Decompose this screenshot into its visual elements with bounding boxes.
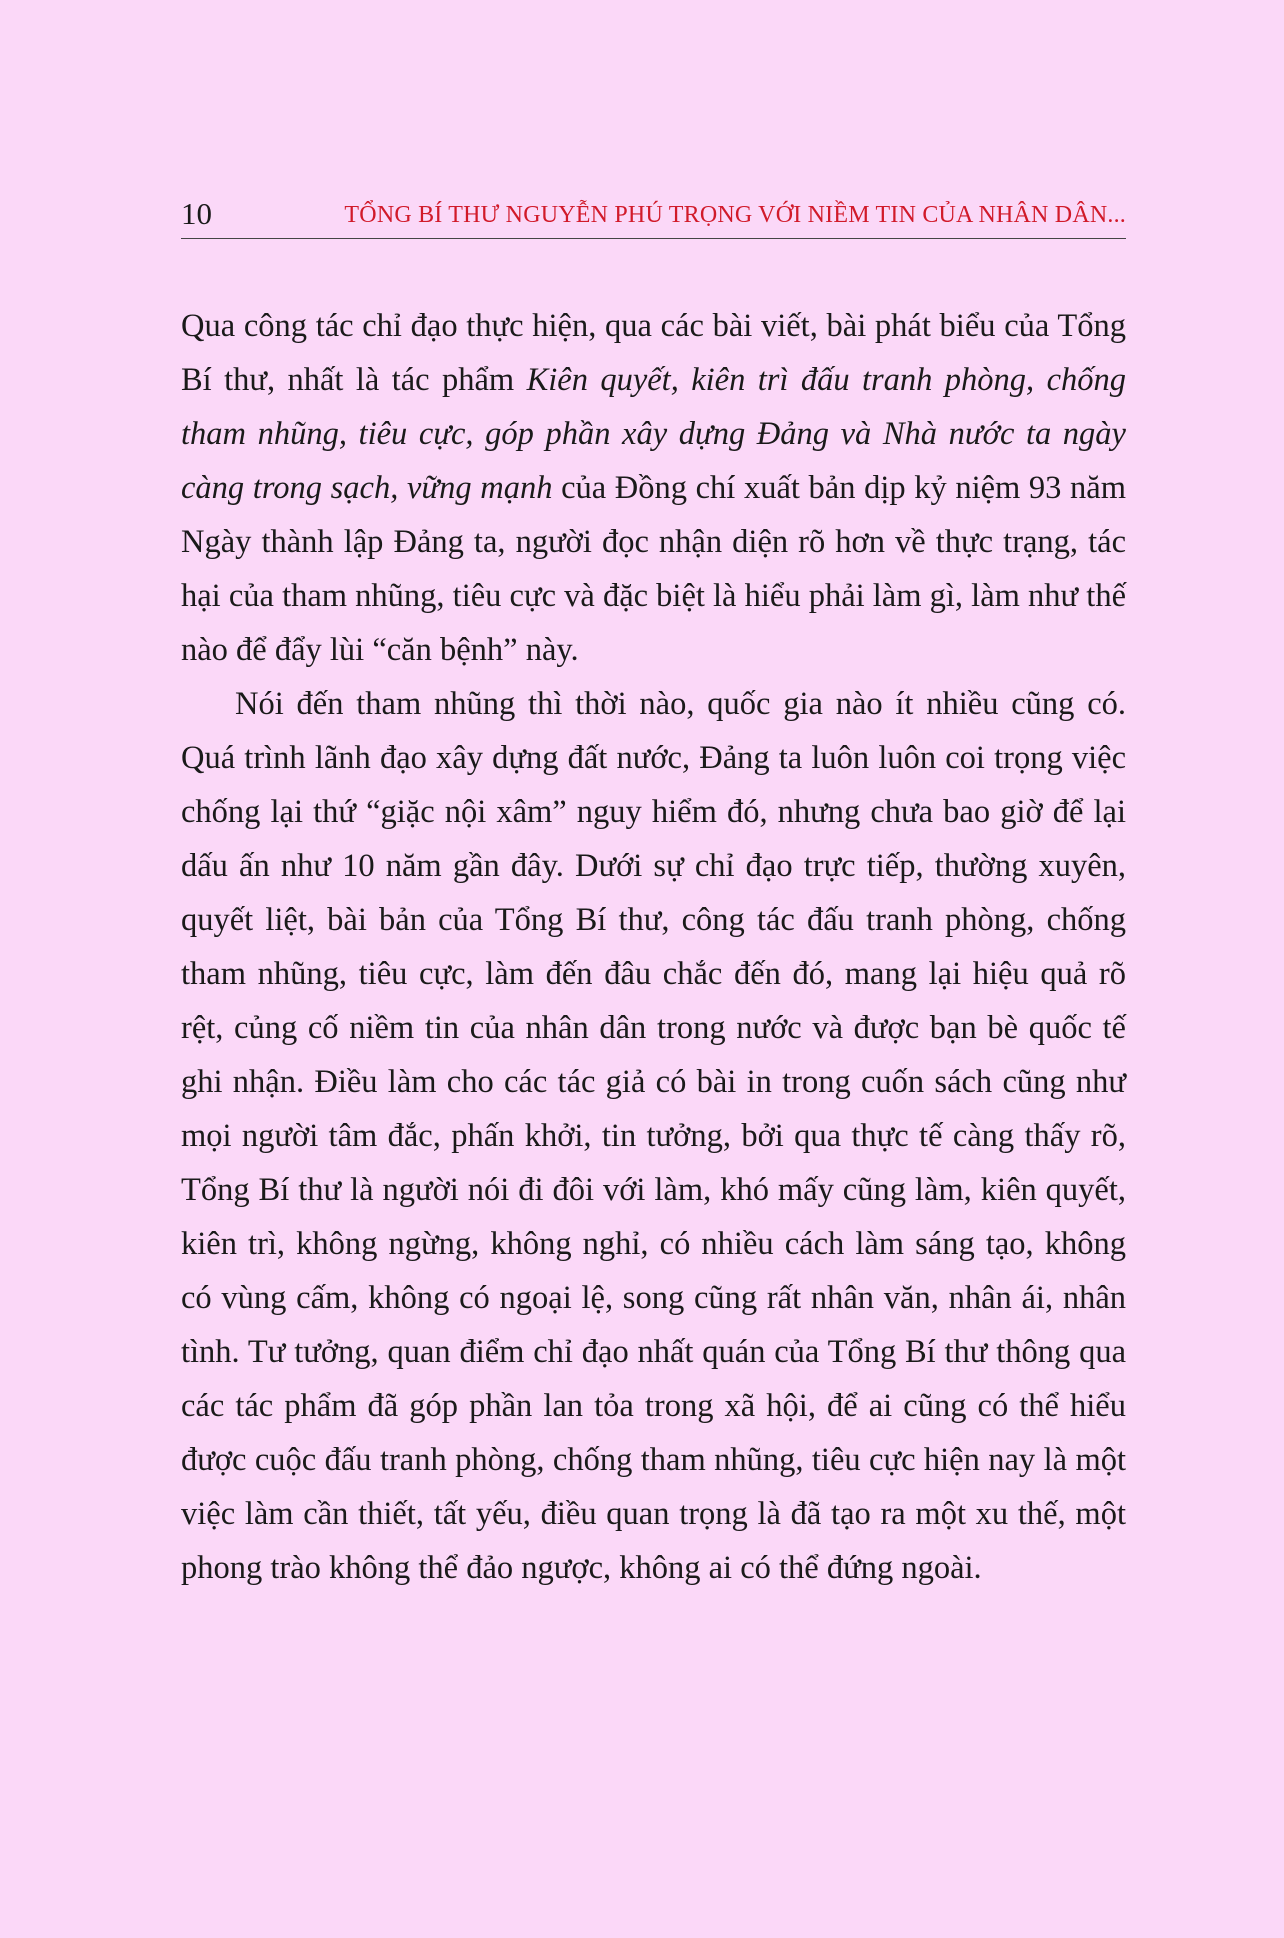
body-text xyxy=(181,299,1126,1595)
book-title-italic: Kiên quyết, kiên trì đấu tranh phòng, chống tham nhũng, tiêu cực, góp phần xây dựng Đảng và Nhà nước ta ngày càng trong sạch, vững mạnh xyxy=(181,362,1126,506)
running-header xyxy=(181,192,1126,239)
running-header-title: TỔNG BÍ THƯ NGUYỄN PHÚ TRỌNG VỚI NIỀM TIN CỦA NHÂN DÂN... xyxy=(344,202,1126,228)
paragraph-1-text-a: Qua công tác chỉ đạo thực hiện, qua các bài viết, bài phát biểu của Tổng Bí thư, nhất là tác phẩm xyxy=(181,308,1126,398)
paragraph-2: Nói đến tham nhũng thì thời nào, quốc gia nào ít nhiều cũng có. Quá trình lãnh đạo xây dựng đất nước, Đảng ta luôn luôn coi trọng việc chống lại thứ “giặc nội xâm” nguy hiểm đó, nhưng chưa bao giờ để lại dấu ấn như 10 năm gần đây. Dưới sự chỉ đạo trực tiếp, thường xuyên, quyết liệt, bài bản của Tổng Bí thư, công tác đấu tranh phòng, chống tham nhũng, tiêu cực, làm đến đâu chắc đến đó, mang lại hiệu quả rõ rệt, củng cố niềm tin của nhân dân trong nước và được bạn bè quốc tế ghi nhận. Điều làm cho các tác giả có bài in trong cuốn sách cũng như mọi người tâm đắc, phấn khởi, tin tưởng, bởi qua thực tế càng thấy rõ, Tổng Bí thư là người nói đi đôi với làm, khó mấy cũng làm, kiên quyết, kiên trì, không ngừng, không nghỉ, có nhiều cách làm sáng tạo, không có vùng cấm, không có ngoại lệ, song cũng rất nhân văn, nhân ái, nhân tình. Tư tưởng, quan điểm chỉ đạo nhất quán của Tổng Bí thư thông qua các tác phẩm đã góp phần lan tỏa trong xã hội, để ai cũng có thể hiểu được cuộc đấu tranh phòng, chống tham nhũng, tiêu cực hiện nay là một việc làm cần thiết, tất yếu, điều quan trọng là đã tạo ra một xu thế, một phong trào không thể đảo ngược, không ai có thể đứng ngoài. xyxy=(181,686,1126,1586)
page-number: 10 xyxy=(181,196,212,231)
paragraph-1 xyxy=(181,299,1126,677)
paragraph-1-text-b: của Đồng chí xuất bản dịp kỷ niệm 93 năm Ngày thành lập Đảng ta, người đọc nhận diện rõ hơn về thực trạng, tác hại của tham nhũng, tiêu cực và đặc biệt là hiểu phải làm gì, làm như thế nào để đẩy lùi “căn bệnh” này. xyxy=(181,470,1127,668)
